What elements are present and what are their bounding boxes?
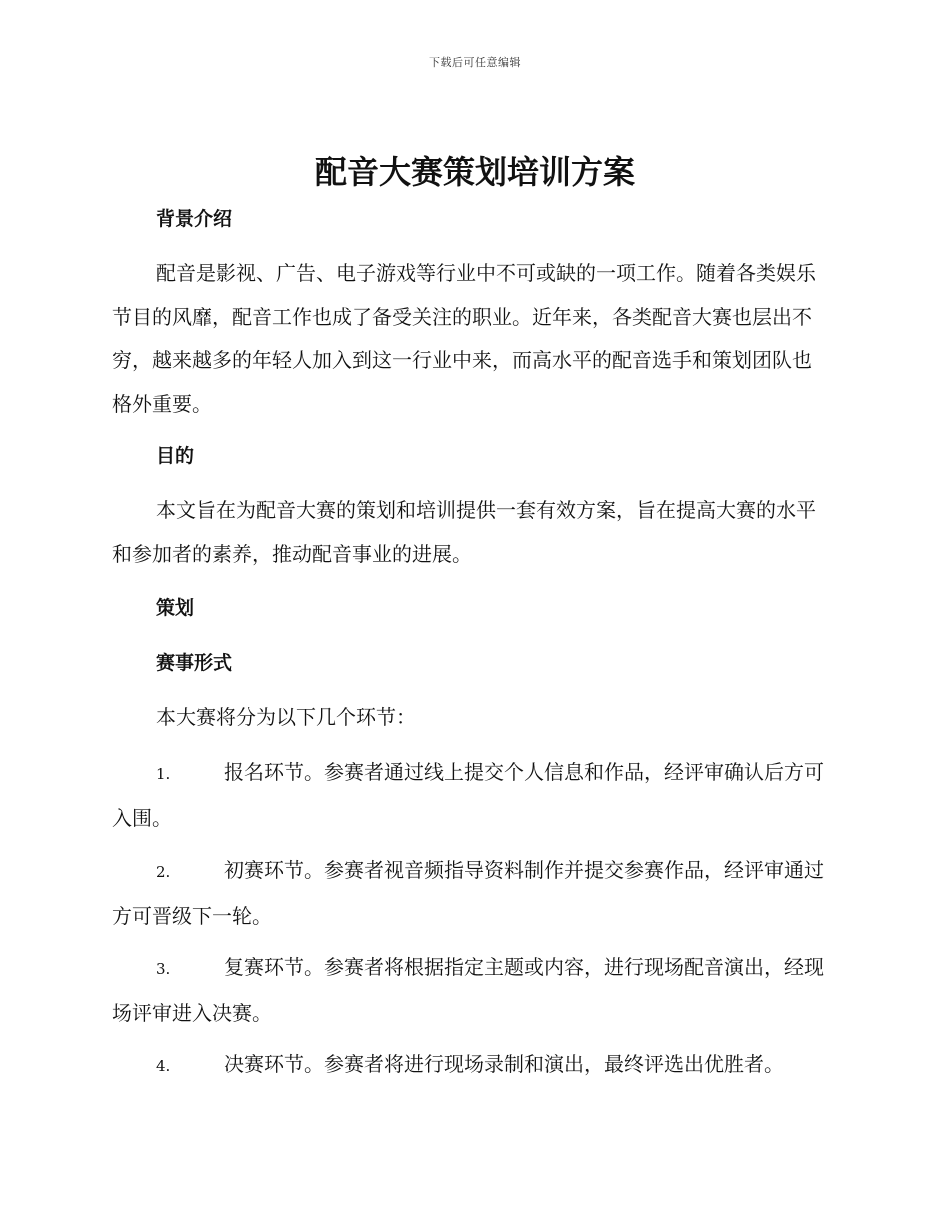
format-intro-paragraph: 本大赛将分为以下几个环节： xyxy=(156,705,416,729)
page-header-note: 下载后可任意编辑 xyxy=(429,56,521,69)
list-item xyxy=(112,849,830,938)
list-item-text: 报名环节。参赛者通过线上提交个人信息和作品，经评审确认后方可入围。 xyxy=(112,760,824,830)
section-heading-planning: 策划 xyxy=(156,597,195,619)
list-item xyxy=(112,1043,830,1089)
list-item-text: 初赛环节。参赛者视音频指导资料制作并提交参赛作品，经评审通过方可晋级下一轮。 xyxy=(112,858,824,928)
section-heading-purpose: 目的 xyxy=(156,445,195,467)
list-item-number: 4. xyxy=(156,1057,171,1075)
purpose-paragraph: 本文旨在为配音大赛的策划和培训提供一套有效方案，旨在提高大赛的水平和参加者的素养，推动配音事业的进展。 xyxy=(112,498,816,566)
section-heading-background: 背景介绍 xyxy=(156,208,233,230)
subsection-heading-format: 赛事形式 xyxy=(156,652,233,674)
list-item-number: 2. xyxy=(156,863,171,881)
list-item-number: 3. xyxy=(156,960,171,978)
background-paragraph: 配音是影视、广告、电子游戏等行业中不可或缺的一项工作。随着各类娱乐节目的风靡，配音工作也成了备受关注的职业。近年来，各类配音大赛也层出不穷，越来越多的年轻人加入到这一行业中来，而高水平的配音选手和策划团队也格外重要。 xyxy=(112,261,816,416)
list-item-number: 1. xyxy=(156,765,171,783)
list-item xyxy=(112,751,830,840)
document-title: 配音大赛策划培训方案 xyxy=(314,153,635,191)
list-item-text: 决赛环节。参赛者将进行现场录制和演出，最终评选出优胜者。 xyxy=(224,1052,784,1076)
list-item-text: 复赛环节。参赛者将根据指定主题或内容，进行现场配音演出，经现场评审进入决赛。 xyxy=(112,955,824,1025)
list-item xyxy=(112,946,830,1035)
